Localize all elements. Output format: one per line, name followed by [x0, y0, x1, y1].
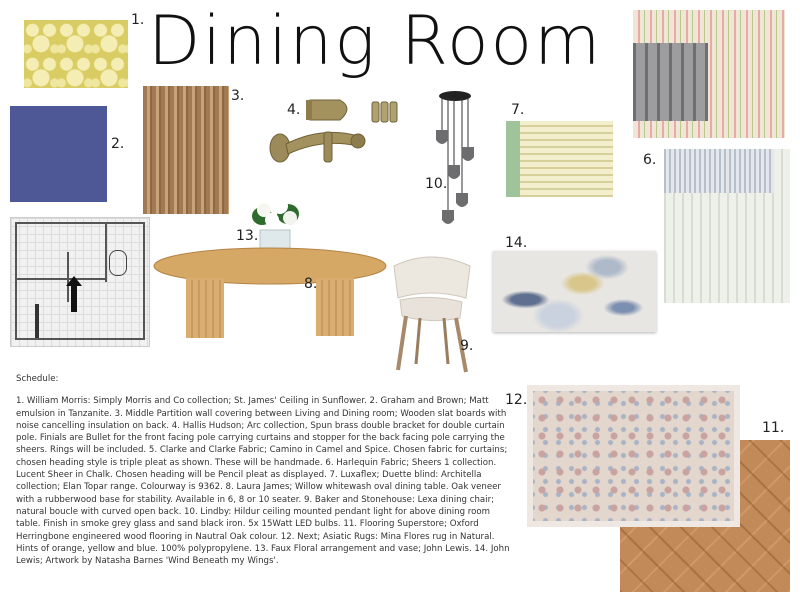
sunflower-wallpaper-swatch [24, 20, 128, 88]
schedule-body: 1. William Morris: Simply Morris and Co collection; St. James' Ceiling in Sunflower. 2. Graham and Brown; Matt emulsion in Tanzanite. 3. Middle Partition wall covering between Living and Dining room; Wooden slat boards with noise cancelling insulation on back. 4. Hallis Hudson; Arc collection, Spun brass double bracket for double curtain pole. Finials are Bullet for the front facing pole carrying curtains and stopper for the back facing pole carrying the sheers. Rings will be included. 5. Clarke and Clarke Fabric; Camino in Camel and Spice. Chosen fabric for curtains; chosen heading style is triple pleat as shown. These will be handmade. 6. Harlequin Fabric; Sheers 1 collection. Lucent Sheer in Chalk. Chosen heading will be Pencil pleat as displayed. 7. Luxaflex; Duette blind: Architella collection; Elan Topar range. Colourway is 9362. 8. Laura James; Willow whitewash oval dining table. Oak veneer with a rubberwood base for stability. Available in 6, 8 or 10 seater. 9. Baker and Stonehouse: Lexa dining chair; natural boucle with curved open back. 10. Lindby: Hildur ceiling mounted pendant light for above dining room table. Finish in smoke grey glass and sand black iron. 5x 15Watt LED bulbs. 11. Flooring Superstore; Oxford Herringbone engineered wood flooring in Nautral Oak colour. 12. Next; Asiatic Rugs: Mina Flores rug in Natural. Hints of orange, yellow and blue. 100% polypropylene. 13. Faux Floral arrangement and vase; John Lewis. 14. John Lewis; Artwork by Natasha Barnes 'Wind Beneath my Wings'. [16, 396, 510, 567]
plan-stairs [35, 304, 39, 338]
item-number-9: 9. [460, 338, 474, 354]
item-number-8: 8. [304, 276, 318, 292]
triple-pleat-heading [633, 43, 708, 121]
abstract-artwork-image [493, 251, 656, 332]
plan-table-icon [109, 250, 127, 276]
item-number-14: 14. [505, 235, 528, 251]
oval-dining-table-image [152, 244, 392, 344]
plan-wall [15, 222, 145, 224]
item-number-10: 10. [425, 176, 448, 192]
pencil-pleat-heading [664, 149, 774, 193]
board-title: Dining Room [148, 2, 603, 81]
plan-wall [105, 222, 107, 282]
plan-arrow-icon [71, 282, 77, 312]
boucle-dining-chair-image [386, 252, 476, 376]
camino-curtain-fabric-image [633, 10, 785, 138]
wooden-slat-panel [143, 86, 229, 214]
schedule-text-block [16, 373, 510, 577]
item-number-11: 11. [762, 420, 785, 436]
plan-wall [15, 222, 17, 340]
item-number-6: 6. [643, 152, 657, 168]
lucent-sheer-image [664, 149, 790, 303]
plan-wall [15, 338, 145, 340]
item-number-4: 4. [287, 102, 301, 118]
item-number-2: 2. [111, 136, 125, 152]
schedule-heading: Schedule: [16, 374, 59, 384]
pendant-light-image [420, 86, 490, 231]
item-number-7: 7. [511, 102, 525, 118]
item-number-13: 13. [236, 228, 259, 244]
floor-plan-image [10, 217, 150, 347]
duette-blind-swatch [506, 121, 613, 197]
plan-wall [15, 278, 105, 280]
tanzanite-paint-swatch [10, 106, 107, 202]
plan-wall [143, 222, 145, 340]
item-number-12: 12. [505, 392, 528, 408]
blind-window-edge [506, 121, 520, 197]
item-number-3: 3. [231, 88, 245, 104]
plan-arrow-head-icon [66, 276, 82, 286]
brass-pole-hardware-image [262, 96, 402, 166]
mina-flores-rug-image [527, 385, 740, 527]
item-number-1: 1. [131, 12, 145, 28]
